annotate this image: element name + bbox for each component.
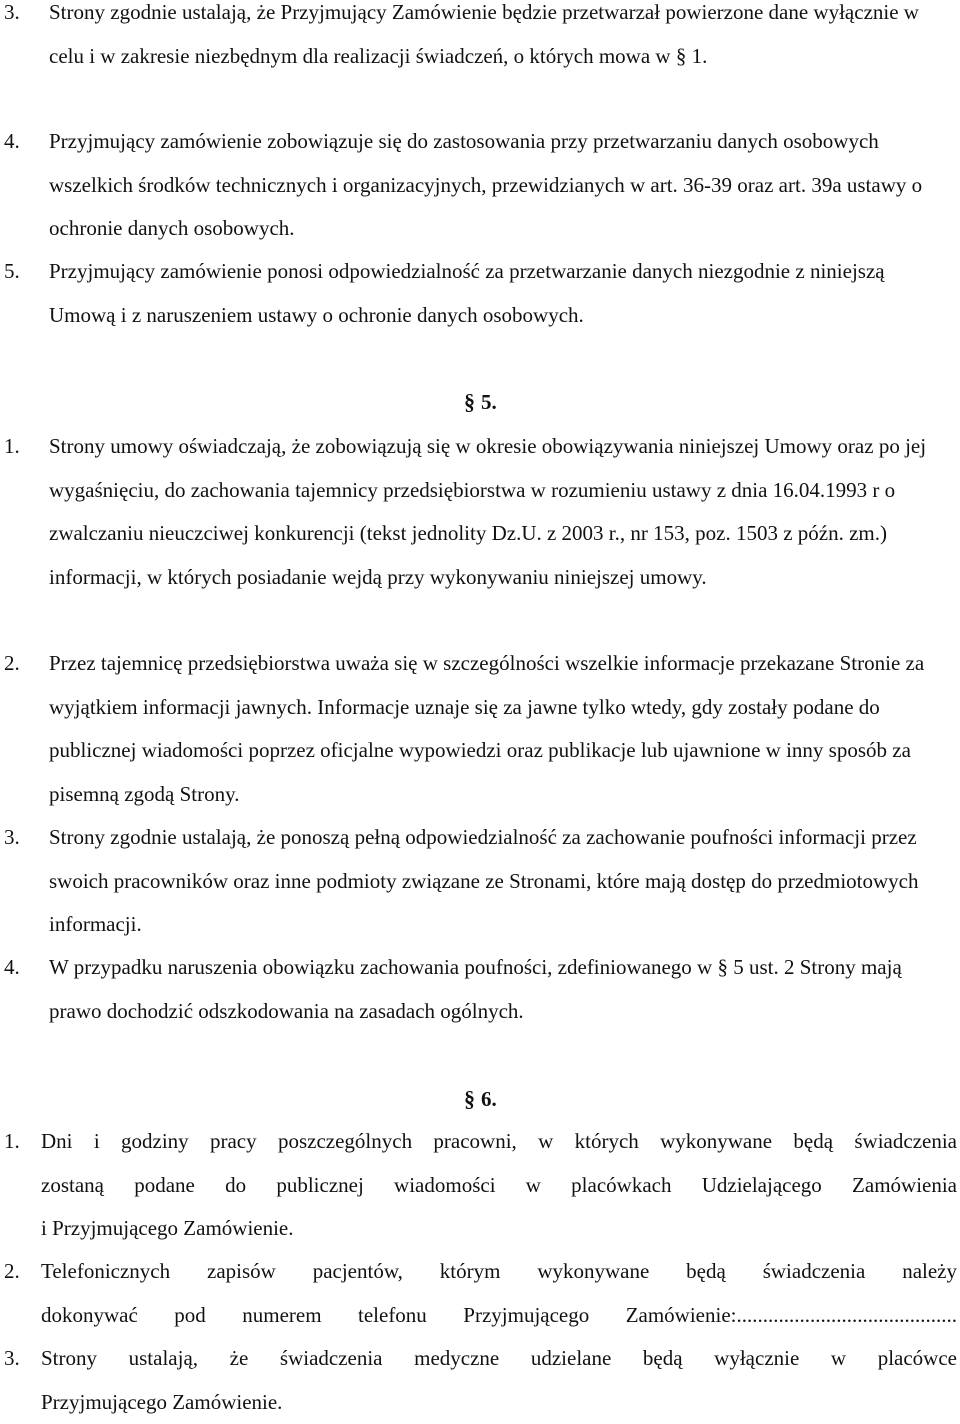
section-heading <box>464 387 497 417</box>
item-line: Przyjmującego Zamówienie. <box>41 1389 283 1414</box>
item-text: Przyjmujący zamówienie zobowiązuje się do zastosowania przy przetwarzaniu danych osobowych wszelkich środków technicznych i organizacyjnych, przewidzianych w art. 36-39 oraz art. 39a ustawy o ochronie danych osobowych. <box>49 129 923 241</box>
item-text <box>41 1337 957 1424</box>
item-number: 1. <box>4 1129 20 1153</box>
item-text: Przyjmujący zamówienie ponosi odpowiedzialność za przetwarzanie danych niezgodnie z niniejszą Umową i z naruszeniem ustawy o ochronie danych osobowych. <box>49 259 885 327</box>
item-text: Strony zgodnie ustalają, że ponoszą pełną odpowiedzialność za zachowanie poufności informacji przez swoich pracowników oraz inne podmioty związane ze Stronami, które mają dostęp do przedmiotowych informacji. <box>49 825 919 937</box>
item-line: i Przyjmującego Zamówienie. <box>41 1216 294 1241</box>
section-heading <box>464 1084 497 1114</box>
item-line: dokonywać pod numerem telefonu Przyjmującego Zamówienie:.......................................... <box>41 1302 957 1327</box>
item-number: 4. <box>4 129 20 153</box>
section-number: 6. <box>481 1087 497 1111</box>
section-number: 5. <box>481 390 497 414</box>
item-text: W przypadku naruszenia obowiązku zachowania poufności, zdefiniowanego w § 5 ust. 2 Strony mają prawo dochodzić odszkodowania na zasadach ogólnych. <box>49 955 902 1023</box>
item-text: Strony zgodnie ustalają, że Przyjmujący Zamówienie będzie przetwarzał powierzone dane wyłącznie w celu i w zakresie niezbędnym dla realizacji świadczeń, o których mowa w § 1. <box>49 0 919 68</box>
section-sign: § <box>464 389 475 414</box>
item-number: 3. <box>4 0 20 24</box>
item-text: Przez tajemnicę przedsiębiorstwa uważa się w szczególności wszelkie informacje przekazane Stronie za wyjątkiem informacji jawnych. Informacje uznaje się za jawne tylko wtedy, gdy zostały podane do publicznej wiadomości poprzez oficjalne wypowiedzi oraz publikacje lub ujawnione w inny sposób za pisemną zgodą Strony. <box>49 651 925 806</box>
item-number: 5. <box>4 259 20 283</box>
item-line: Telefonicznych zapisów pacjentów, którym wykonywane będą świadczenia należy <box>41 1259 957 1283</box>
item-number: 3. <box>4 825 20 849</box>
item-number: 3. <box>4 1346 20 1370</box>
item-number: 2. <box>4 1259 20 1283</box>
item-number: 2. <box>4 651 20 675</box>
section-sign: § <box>464 1086 475 1111</box>
item-number: 1. <box>4 434 20 458</box>
item-number: 4. <box>4 955 20 979</box>
item-text <box>41 1120 957 1251</box>
item-text <box>41 1250 957 1337</box>
item-line: Dni i godziny pracy poszczególnych pracowni, w których wykonywane będą świadczenia <box>41 1129 957 1153</box>
item-line: Strony ustalają, że świadczenia medyczne udzielane będą wyłącznie w placówce <box>41 1346 957 1370</box>
item-text: Strony umowy oświadczają, że zobowiązują się w okresie obowiązywania niniejszej Umowy oraz po jej wygaśnięciu, do zachowania tajemnicy przedsiębiorstwa w rozumieniu ustawy z dnia 16.04.1993 r o zwalczaniu nieuczciwej konkurencji (tekst jednolity Dz.U. z 2003 r., nr 153, poz. 1503 z późn. zm.) informacji, w których posiadanie wejdą przy wykonywaniu niniejszej umowy. <box>49 434 927 589</box>
item-line: zostaną podane do publicznej wiadomości w placówkach Udzielającego Zamówienia <box>41 1172 957 1197</box>
